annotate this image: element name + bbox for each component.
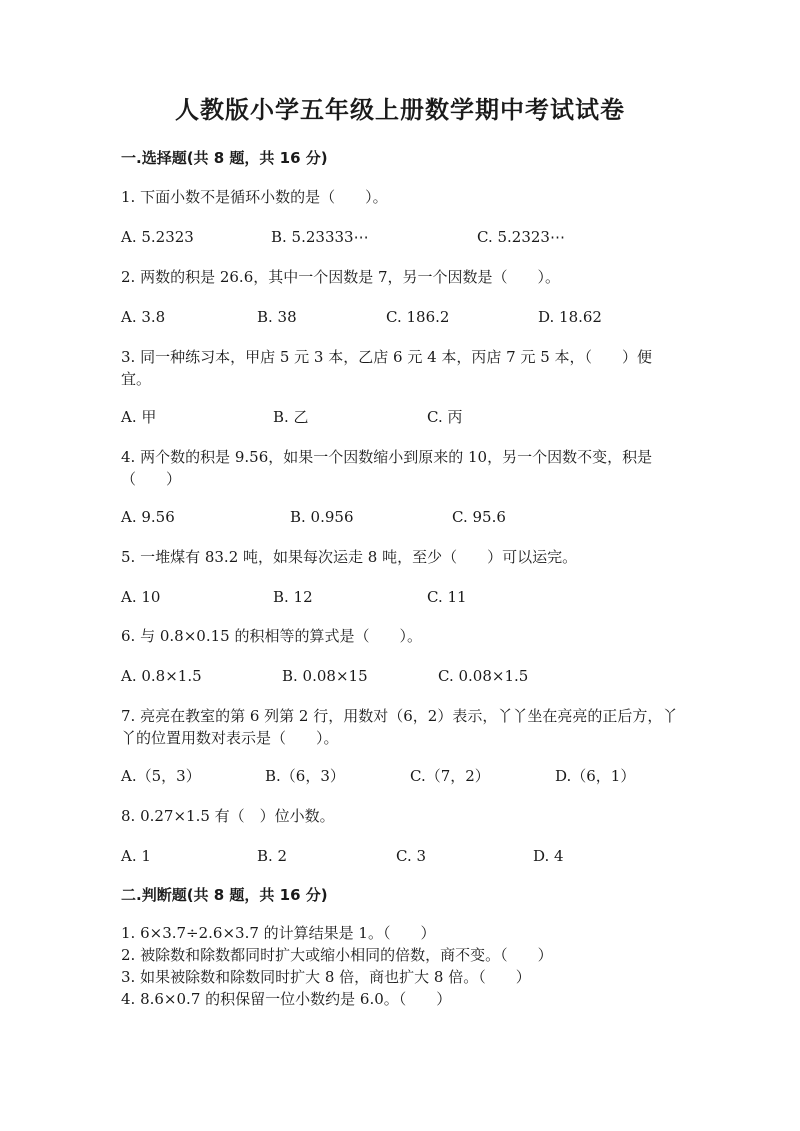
q8-option-b: B. 2 [257,847,288,865]
q6-option-b: B. 0.08×15 [282,667,368,685]
question-7: 7. 亮亮在教室的第 6 列第 2 行，用数对（6，2）表示，丫丫坐在亮亮的正后方，丫丫的位置用数对表示是（ ）。 [121,707,678,747]
question-8: 8. 0.27×1.5 有（ ）位小数。 [121,807,335,825]
question-6: 6. 与 0.8×0.15 的积相等的算式是（ ）。 [121,627,422,645]
judgement-item-2: 2. 被除数和除数都同时扩大或缩小相同的倍数，商不变。（ ） [121,946,553,964]
judgement-item-1: 1. 6×3.7÷2.6×3.7 的计算结果是 1。（ ） [121,924,436,942]
q4-option-c: C. 95.6 [452,508,506,526]
q7-option-b: B.（6，3） [265,767,345,785]
question-1: 1. 下面小数不是循环小数的是（ ）。 [121,188,388,206]
q4-option-a: A. 9.56 [121,508,175,526]
q3-option-c: C. 丙 [427,408,463,426]
q8-option-a: A. 1 [121,847,151,865]
q2-option-b: B. 38 [257,308,297,326]
q5-option-a: A. 10 [121,588,161,606]
judgement-item-4: 4. 8.6×0.7 的积保留一位小数约是 6.0。（ ） [121,990,452,1008]
q4-option-b: B. 0.956 [290,508,354,526]
q8-option-c: C. 3 [396,847,427,865]
q2-option-a: A. 3.8 [121,308,166,326]
q2-option-d: D. 18.62 [538,308,602,326]
q2-option-c: C. 186.2 [386,308,450,326]
q1-option-a: A. 5.2323 [121,228,194,246]
question-3: 3. 同一种练习本，甲店 5 元 3 本，乙店 6 元 4 本，丙店 7 元 5 本，（ ）便宜。 [121,348,653,388]
q6-option-a: A. 0.8×1.5 [121,667,202,685]
section-heading-choice: 一.选择题(共 8 题，共 16 分) [121,149,328,167]
q5-option-b: B. 12 [273,588,313,606]
q6-option-c: C. 0.08×1.5 [438,667,529,685]
exam-title: 人教版小学五年级上册数学期中考试试卷 [175,95,625,124]
q7-option-d: D.（6，1） [555,767,636,785]
q7-option-a: A.（5，3） [121,767,201,785]
q1-option-c: C. 5.2323⋯ [477,228,565,246]
q5-option-c: C. 11 [427,588,467,606]
q1-option-b: B. 5.23333⋯ [271,228,369,246]
q3-option-a: A. 甲 [121,408,157,426]
judgement-item-3: 3. 如果被除数和除数同时扩大 8 倍，商也扩大 8 倍。（ ） [121,968,531,986]
question-4: 4. 两个数的积是 9.56，如果一个因数缩小到原来的 10，另一个因数不变，积是（ ） [121,448,653,488]
question-2: 2. 两数的积是 26.6，其中一个因数是 7，另一个因数是（ ）。 [121,268,561,286]
section-heading-judgement: 二.判断题(共 8 题，共 16 分) [121,886,328,904]
question-5: 5. 一堆煤有 83.2 吨，如果每次运走 8 吨，至少（ ）可以运完。 [121,548,578,566]
q8-option-d: D. 4 [533,847,564,865]
q7-option-c: C.（7，2） [410,767,490,785]
q3-option-b: B. 乙 [273,408,309,426]
